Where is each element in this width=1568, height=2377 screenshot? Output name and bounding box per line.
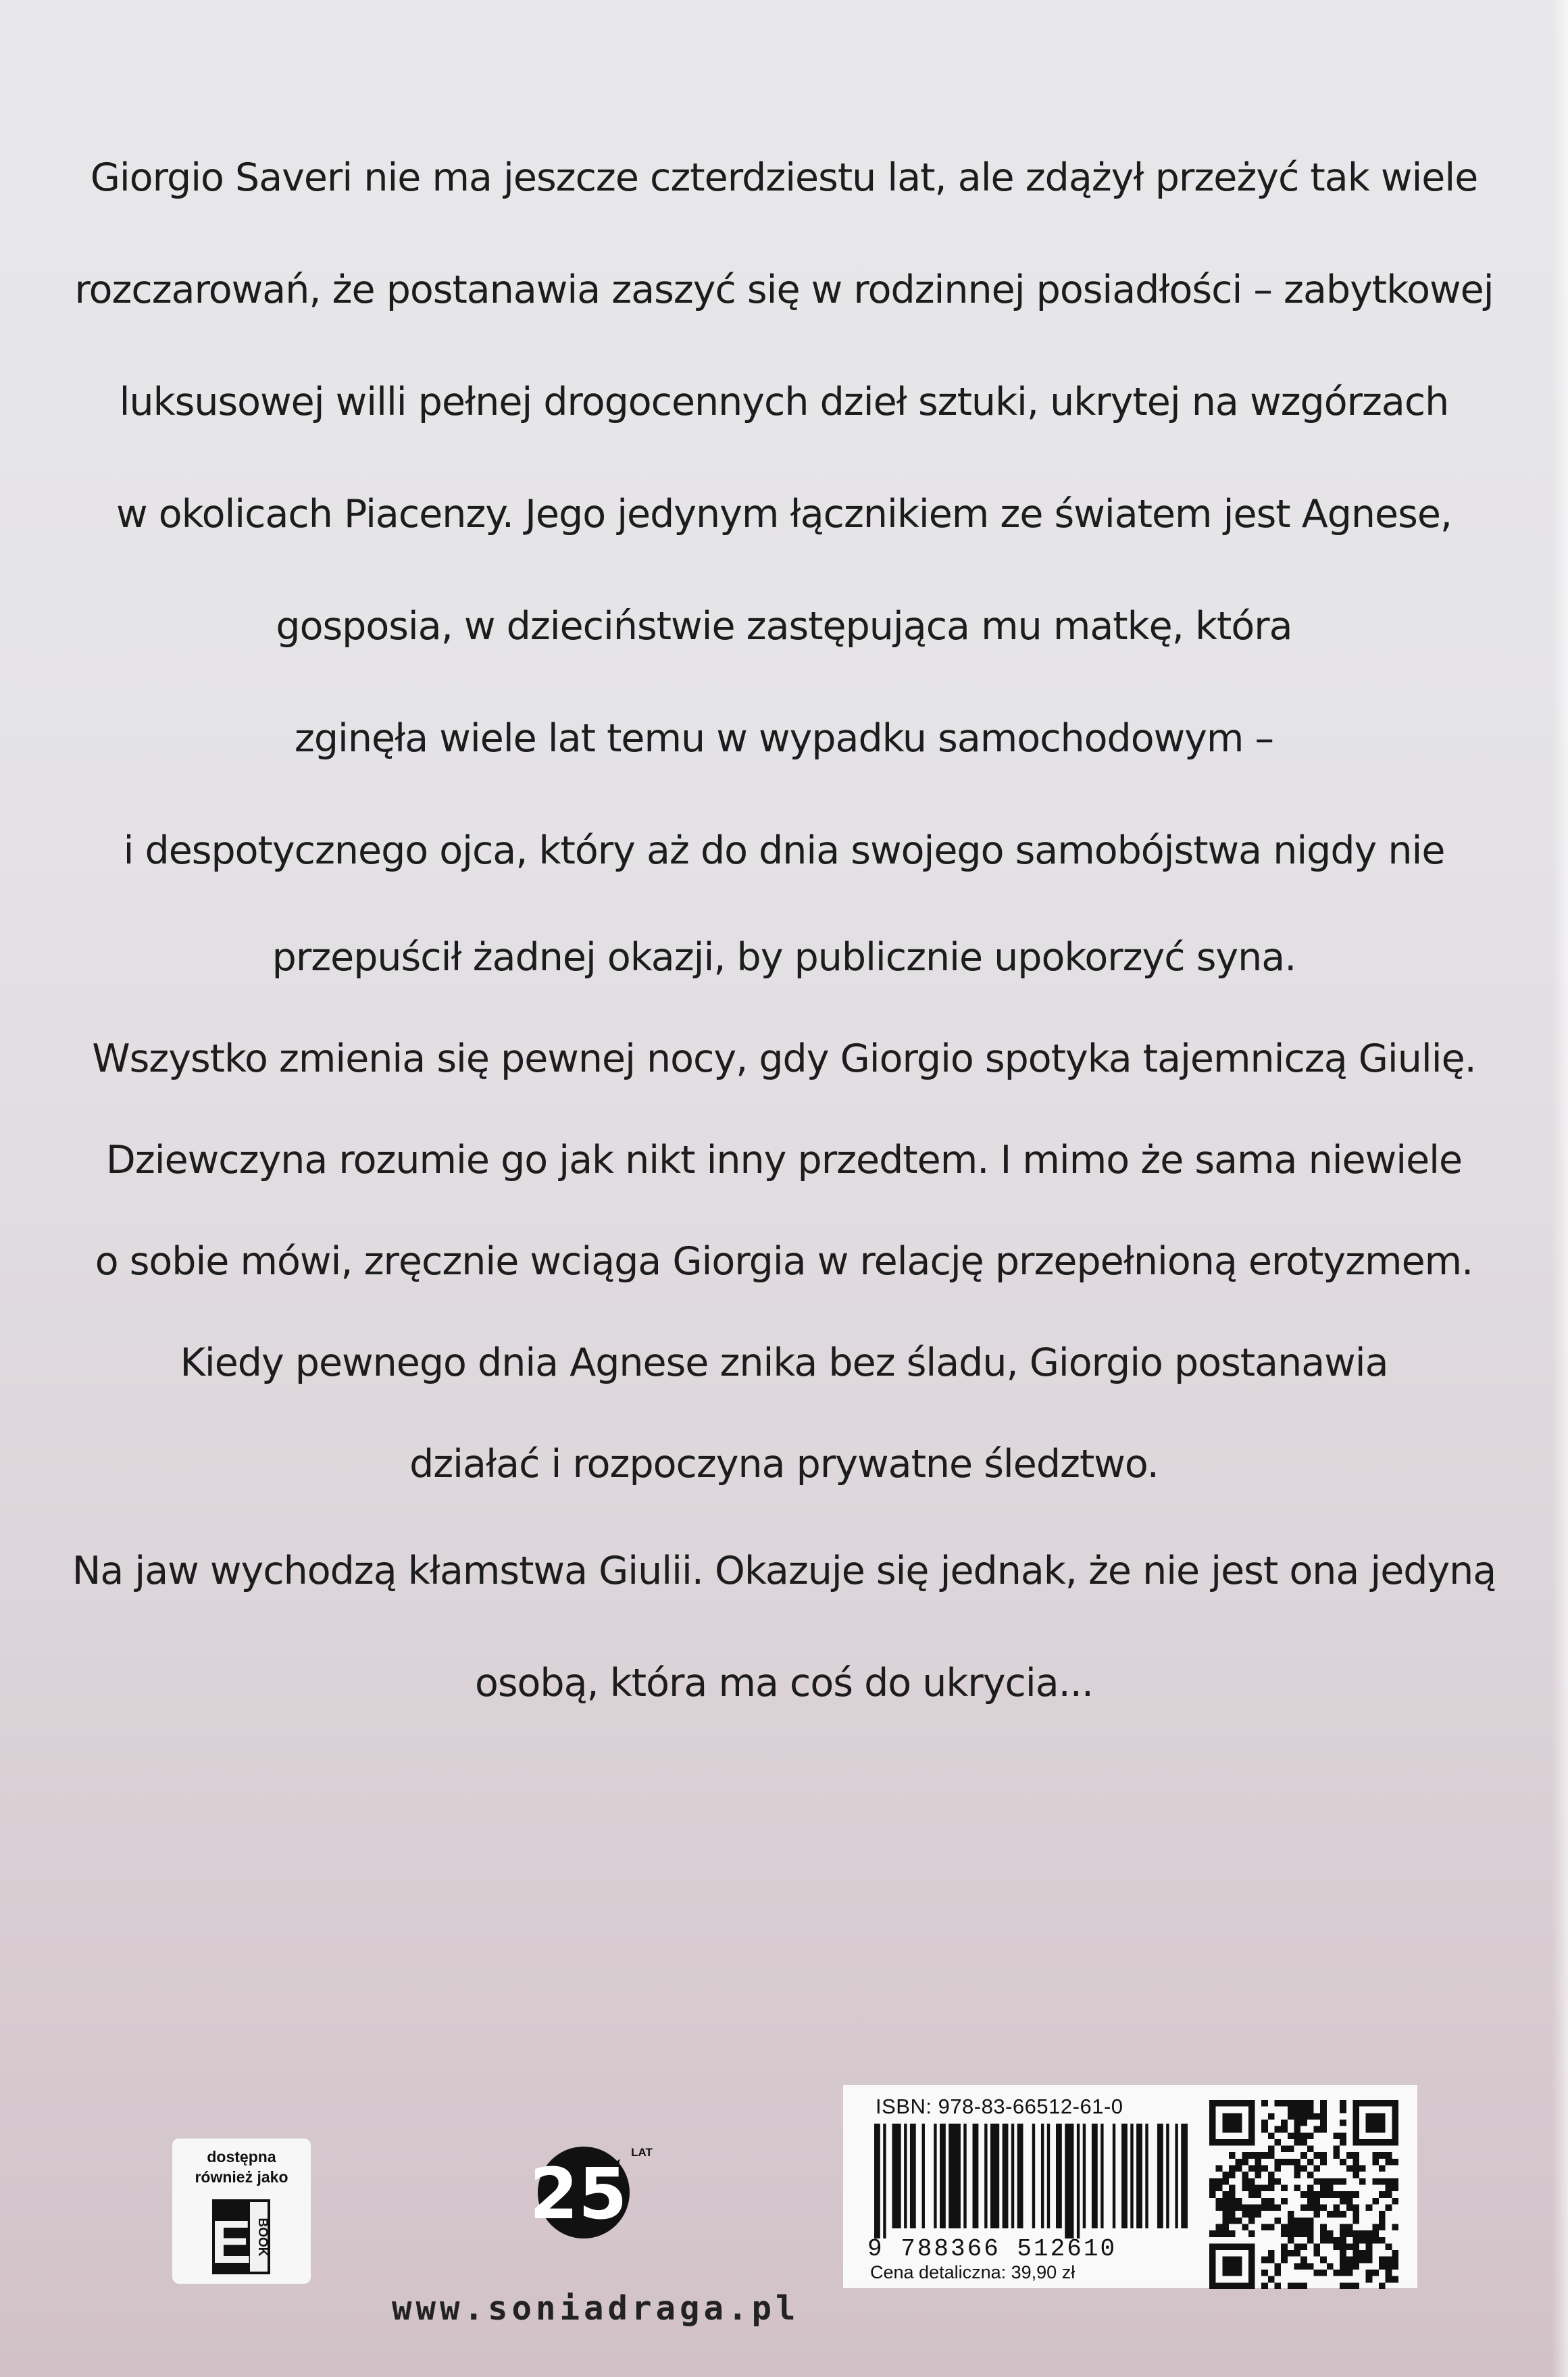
qr-code-icon[interactable] bbox=[1209, 2100, 1398, 2289]
blurb-line-14: Na jaw wychodzą kłamstwa Giulii. Okazuje się jednak, że nie jest ona jedyną bbox=[72, 1549, 1496, 1593]
blurb-line-8: przepuścił żadnej okazji, by publicznie upokorzyć syna. bbox=[272, 935, 1296, 980]
price-label: Cena detaliczna: 39,90 zł bbox=[870, 2262, 1076, 2282]
blurb-line-10: Dziewczyna rozumie go jak nikt inny przedtem. I mimo że sama niewiele bbox=[105, 1138, 1463, 1182]
anniversary-label: LAT bbox=[631, 2146, 653, 2159]
blurb-line-5: gosposia, w dzieciństwie zastępująca mu matkę, która bbox=[276, 604, 1292, 649]
ebook-badge-line2: również jako bbox=[195, 2168, 288, 2186]
blurb-line-9: Wszystko zmienia się pewnej nocy, gdy Giorgio spotyka tajemniczą Giulię. bbox=[92, 1036, 1476, 1081]
barcode-sticker bbox=[843, 2085, 1417, 2288]
anniversary-number: 25 bbox=[529, 2153, 628, 2235]
blurb-text bbox=[0, 122, 1568, 1739]
blurb-line-15: osobą, która ma coś do ukrycia... bbox=[474, 1661, 1094, 1705]
barcode-icon bbox=[870, 2124, 1188, 2238]
ebook-badge-line1: dostępna bbox=[207, 2148, 276, 2166]
ebook-word: BOOK bbox=[255, 2218, 270, 2257]
ebook-icon bbox=[211, 2198, 272, 2276]
publisher-website[interactable]: www.soniadraga.pl bbox=[392, 2289, 800, 2328]
isbn-label: ISBN: 978-83-66512-61-0 bbox=[876, 2095, 1123, 2118]
ebook-badge bbox=[172, 2138, 311, 2284]
blurb-line-1: Giorgio Saveri nie ma jeszcze czterdziestu lat, ale zdążył przeżyć tak wiele bbox=[90, 155, 1478, 200]
anniversary-logo bbox=[522, 2138, 663, 2240]
blurb-line-4: w okolicach Piacenzy. Jego jedynym łącznikiem ze światem jest Agnese, bbox=[116, 492, 1452, 536]
blurb-line-12: Kiedy pewnego dnia Agnese znika bez śladu, Giorgio postanawia bbox=[180, 1341, 1388, 1385]
blurb-line-13: działać i rozpoczyna prywatne śledztwo. bbox=[409, 1442, 1159, 1486]
barcode-digits: 9 788366 512610 bbox=[867, 2235, 1117, 2263]
blurb-line-2: rozczarowań, że postanawia zaszyć się w rodzinnej posiadłości – zabytkowej bbox=[74, 268, 1494, 312]
blurb-line-11: o sobie mówi, zręcznie wciąga Giorgia w relację przepełnioną erotyzmem. bbox=[95, 1239, 1473, 1284]
ebook-letter: E bbox=[211, 2209, 252, 2276]
blurb-line-3: luksusowej willi pełnej drogocennych dzieł sztuki, ukrytej na wzgórzach bbox=[119, 380, 1449, 424]
blurb-line-6: zginęła wiele lat temu w wypadku samochodowym – bbox=[294, 716, 1274, 761]
blurb-line-7: i despotycznego ojca, który aż do dnia swojego samobójstwa nigdy nie bbox=[123, 828, 1445, 873]
